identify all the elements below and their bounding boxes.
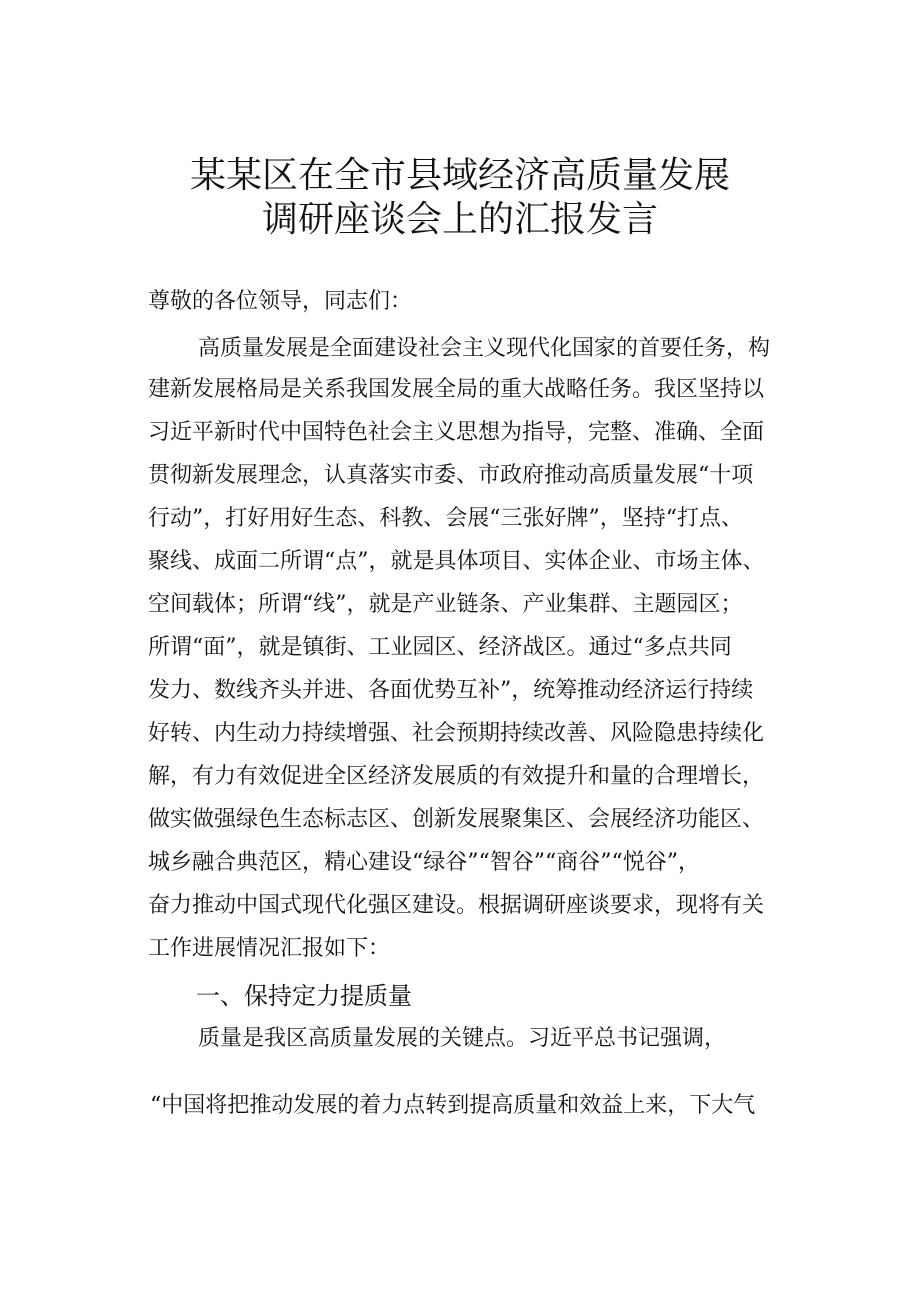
section-1-line-2: “中国将把推动发展的着力点转到提高质量和效益上来，下大气	[150, 1093, 756, 1118]
paragraph-1-line-7: 空间载体；所谓“线”，就是产业链条、产业集群、主题园区；	[148, 592, 743, 617]
salutation: 尊敬的各位领导，同志们：	[148, 289, 413, 314]
paragraph-1-line-2: 建新发展格局是关系我国发展全局的重大战略任务。我区坚持以	[148, 377, 765, 402]
paragraph-1-line-1: 高质量发展是全面建设社会主义现代化国家的首要任务，构	[198, 336, 771, 361]
paragraph-1-line-14: 奋力推动中国式现代化强区建设。根据调研座谈要求，现将有关	[148, 893, 765, 918]
paragraph-1-line-6: 聚线、成面二所谓“点”，就是具体项目、实体企业、市场主体、	[148, 549, 765, 574]
paragraph-1-line-10: 好转、内生动力持续增强、社会预期持续改善、风险隐患持续化	[148, 721, 765, 746]
paragraph-1-line-4: 贯彻新发展理念，认真落实市委、市政府推动高质量发展“十项	[148, 463, 754, 488]
section-1-heading: 一、保持定力提质量	[196, 982, 412, 1010]
paragraph-1-line-9: 发力、数线齐头并进、各面优势互补”，统筹推动经济运行持续	[148, 678, 754, 703]
document-title-line-1: 某某区在全市县域经济高质量发展	[189, 155, 730, 196]
paragraph-1-line-13: 城乡融合典范区，精心建设“绿谷”“智谷”“商谷”“悦谷”，	[148, 850, 700, 875]
paragraph-1-line-12: 做实做强绿色生态标志区、创新发展聚集区、会展经济功能区、	[148, 807, 765, 832]
paragraph-1-line-8: 所谓“面”，就是镇街、工业园区、经济战区。通过“多点共同	[148, 635, 732, 660]
paragraph-1-line-15: 工作进展情况汇报如下：	[148, 936, 391, 961]
paragraph-1-line-11: 解，有力有效促进全区经济发展质的有效提升和量的合理增长，	[148, 764, 765, 789]
paragraph-1-line-3: 习近平新时代中国特色社会主义思想为指导，完整、准确、全面	[148, 420, 765, 445]
paragraph-1-line-5: 行动”，打好用好生态、科教、会展“三张好牌”，坚持“打点、	[148, 506, 743, 531]
document-title-line-2: 调研座谈会上的汇报发言	[261, 199, 658, 240]
section-1-line-1: 质量是我区高质量发展的关键点。习近平总书记强调，	[198, 1026, 727, 1051]
